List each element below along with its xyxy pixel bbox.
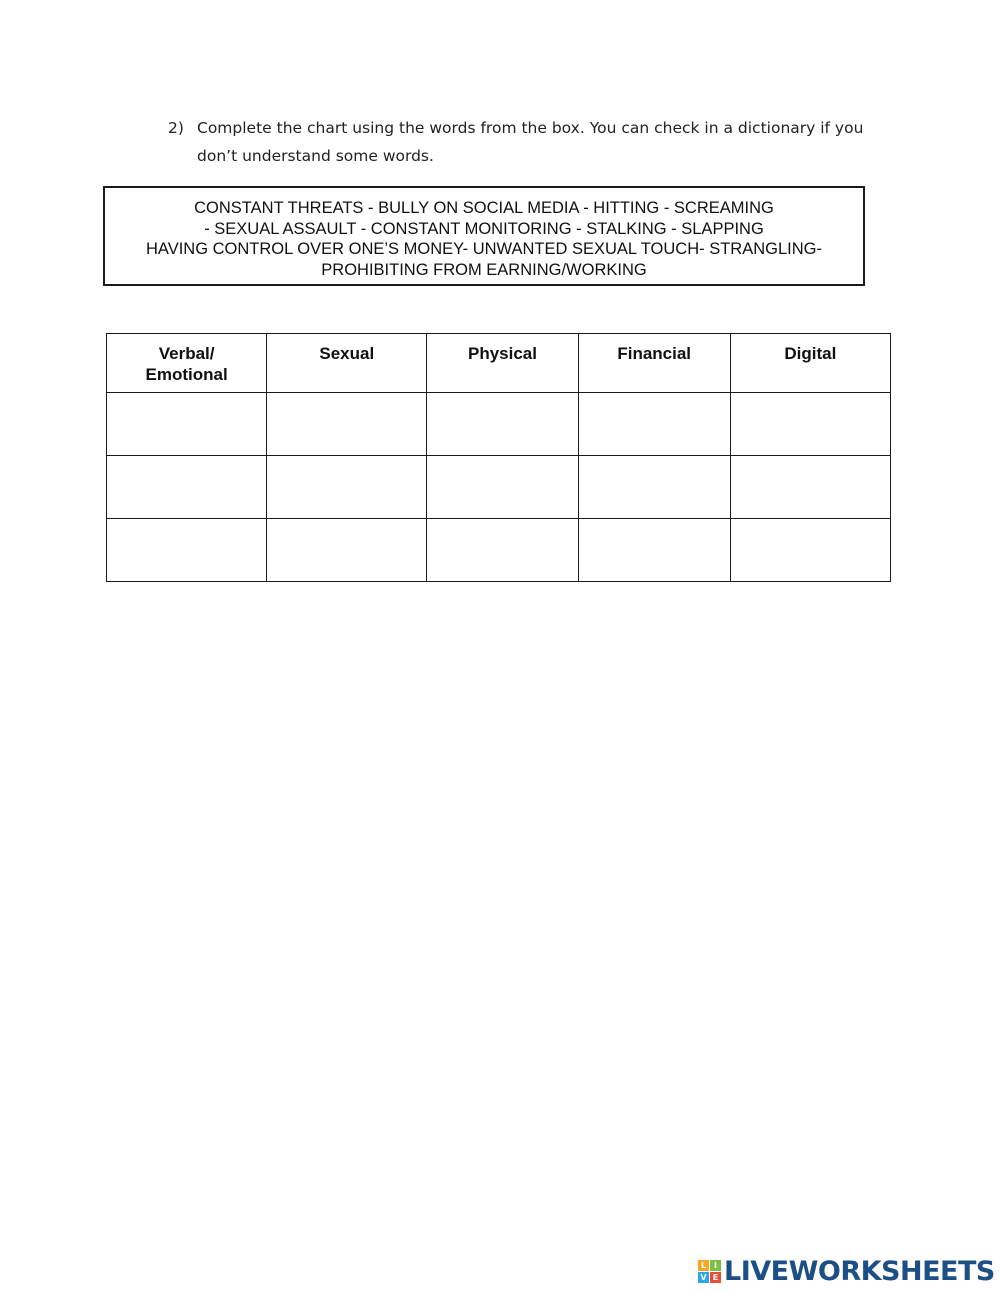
header-label: Physical [468,344,537,363]
word-box [103,186,865,286]
table-row [107,456,891,519]
chart-header-row [107,334,891,393]
word-box-line: CONSTANT THREATS - BULLY ON SOCIAL MEDIA - HITTING - SCREAMING [194,199,774,217]
instruction-text: Complete the chart using the words from the box. You can check in a dictionary if you don’t understand some words. [197,119,864,165]
answer-cell[interactable] [267,393,427,456]
logo-mark-letter: E [710,1272,721,1283]
header-label: Digital [784,344,837,363]
header-sexual [267,334,427,393]
liveworksheets-logo [698,1256,995,1286]
answer-cell[interactable] [730,456,890,519]
logo-text: LIVEWORKSHEETS [724,1255,995,1287]
header-digital [730,334,890,393]
instruction [168,114,868,170]
answer-cell[interactable] [427,393,578,456]
logo-mark-icon [698,1260,721,1283]
answer-cell[interactable] [267,519,427,582]
answer-cell[interactable] [578,393,730,456]
instruction-number: 2) [168,119,184,137]
header-label: Sexual [319,344,375,363]
table-row [107,393,891,456]
header-physical [427,334,578,393]
answer-cell[interactable] [267,456,427,519]
answer-cell[interactable] [578,519,730,582]
header-financial [578,334,730,393]
logo-mark-letter: L [698,1260,709,1271]
answer-cell[interactable] [730,519,890,582]
word-box-line: - SEXUAL ASSAULT - CONSTANT MONITORING - STALKING - SLAPPING [204,219,764,238]
classification-chart [106,333,891,582]
logo-mark-letter: I [710,1260,721,1271]
answer-cell[interactable] [730,393,890,456]
answer-cell[interactable] [578,456,730,519]
table-row [107,519,891,582]
answer-cell[interactable] [107,456,267,519]
answer-cell[interactable] [427,456,578,519]
header-verbal-emotional [107,334,267,393]
header-label: Verbal/ Emotional [145,344,228,384]
answer-cell[interactable] [107,519,267,582]
header-label: Financial [617,344,692,363]
answer-cell[interactable] [427,519,578,582]
answer-cell[interactable] [107,393,267,456]
word-box-line: PROHIBITING FROM EARNING/WORKING [321,260,647,279]
logo-mark-letter: V [698,1272,709,1283]
word-box-line: HAVING CONTROL OVER ONE’S MONEY- UNWANTED SEXUAL TOUCH- STRANGLING- [146,240,822,258]
